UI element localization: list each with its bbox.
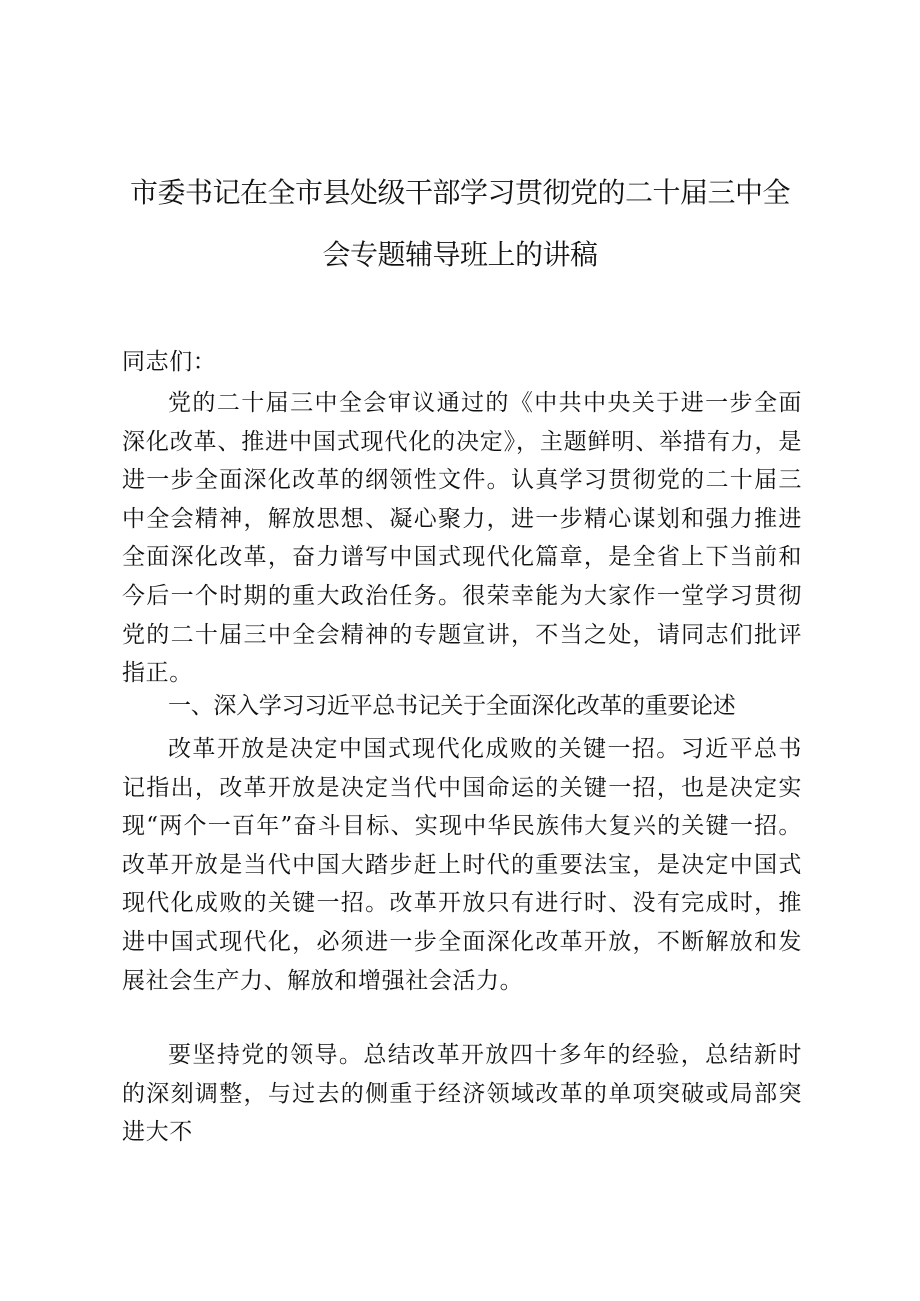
paragraph-reform-key: 改革开放是决定中国式现代化成败的关键一招。习近平总书记指出，改革开放是决定当代中国命运的关键一招，也是决定实现“两个一百年”奋斗目标、实现中华民族伟大复兴的关键一招。改革开放是当代中国大踏步赶上时代的重要法宝，是决定中国式现代化成败的关键一招。改革开放只有进行时、没有完成时，推进中国式现代化，必须进一步全面深化改革开放，不断解放和发展社会生产力、解放和增强社会活力。 [122,736,802,994]
section-heading: 一、深入学习习近平总书记关于全面深化改革的重要论述 [168,693,736,719]
paragraph-intro: 党的二十届三中全会审议通过的《中共中央关于进一步全面深化改革、推进中国式现代化的决定》，主题鲜明、举措有力，是进一步全面深化改革的纲领性文件。认真学习贯彻党的二十届三中全会精神，解放思想、凝心聚力，进一步精心谋划和强力推进全面深化改革，奋力谱写中国式现代化篇章，是全省上下当前和今后一个时期的重大政治任务。很荣幸能为大家作一堂学习贯彻党的二十届三中全会精神的专题宣讲，不当之处，请同志们批评指正。 [122,390,802,687]
document-title-line-2: 会专题辅导班上的讲稿 [322,238,598,271]
salutation: 同志们： [122,349,217,375]
paragraph-party-leadership: 要坚持党的领导。总结改革开放四十多年的经验，总结新时的深刻调整，与过去的侧重于经济领域改革的单项突破或局部突进大不 [122,1042,802,1146]
document-title-line-1: 市委书记在全市县处级干部学习贯彻党的二十届三中全 [129,176,790,209]
